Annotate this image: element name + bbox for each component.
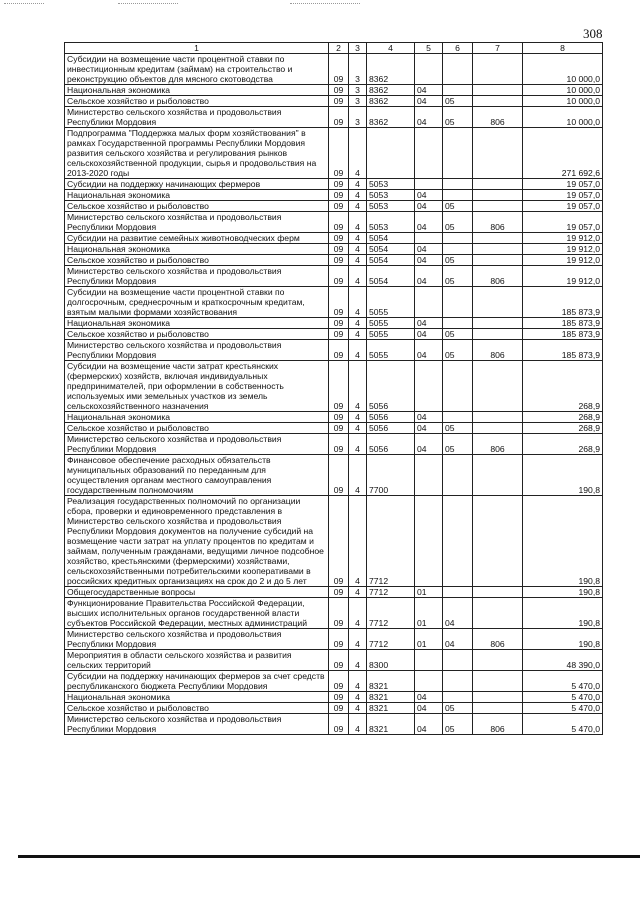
division-code-cell	[415, 361, 443, 412]
subsection-code-cell: 4	[349, 179, 367, 190]
ministry-code-cell: 806	[473, 340, 523, 361]
subsection-code-cell: 4	[349, 423, 367, 434]
division-code-cell	[415, 179, 443, 190]
target-code-cell: 8321	[367, 714, 415, 735]
subdivision-code-cell: 05	[443, 255, 473, 266]
target-code-cell: 8362	[367, 85, 415, 96]
amount-cell: 5 470,0	[523, 671, 603, 692]
item-name-cell: Субсидии на возмещение части процентной ставки по инвестиционным кредитам (займам) на строительство и реконструкцию объектов для мясного скотоводства	[65, 54, 329, 85]
amount-cell: 19 057,0	[523, 190, 603, 201]
item-name-cell: Министерство сельского хозяйства и продовольствия Республики Мордовия	[65, 340, 329, 361]
table-row	[65, 412, 603, 423]
subdivision-code-cell: 04	[443, 598, 473, 629]
target-code-cell: 5056	[367, 434, 415, 455]
table-row	[65, 340, 603, 361]
column-header: 6	[443, 43, 473, 54]
subsection-code-cell: 4	[349, 703, 367, 714]
target-code-cell: 7712	[367, 629, 415, 650]
ministry-code-cell	[473, 287, 523, 318]
table-row	[65, 361, 603, 412]
table-row	[65, 587, 603, 598]
section-code-cell: 09	[329, 128, 349, 179]
ministry-code-cell	[473, 650, 523, 671]
table-body	[65, 54, 603, 735]
amount-cell: 5 470,0	[523, 714, 603, 735]
table-row	[65, 107, 603, 128]
item-name-cell: Финансовое обеспечение расходных обязательств муниципальных образований по переданным для осуществления органам местного самоуправления государственным полномочиям	[65, 455, 329, 496]
item-name-cell: Министерство сельского хозяйства и продовольствия Республики Мордовия	[65, 629, 329, 650]
subdivision-code-cell: 05	[443, 714, 473, 735]
section-code-cell: 09	[329, 340, 349, 361]
subdivision-code-cell: 05	[443, 96, 473, 107]
division-code-cell	[415, 128, 443, 179]
section-code-cell: 09	[329, 96, 349, 107]
amount-cell: 19 057,0	[523, 179, 603, 190]
section-code-cell: 09	[329, 255, 349, 266]
subdivision-code-cell: 05	[443, 329, 473, 340]
target-code-cell: 5053	[367, 212, 415, 233]
amount-cell: 271 692,6	[523, 128, 603, 179]
subdivision-code-cell	[443, 587, 473, 598]
ministry-code-cell	[473, 96, 523, 107]
ministry-code-cell	[473, 423, 523, 434]
table-row	[65, 244, 603, 255]
ministry-code-cell: 806	[473, 266, 523, 287]
subsection-code-cell: 3	[349, 54, 367, 85]
amount-cell: 190,8	[523, 629, 603, 650]
section-code-cell: 09	[329, 496, 349, 587]
amount-cell: 185 873,9	[523, 318, 603, 329]
item-name-cell: Министерство сельского хозяйства и продовольствия Республики Мордовия	[65, 434, 329, 455]
subdivision-code-cell	[443, 650, 473, 671]
ministry-code-cell	[473, 128, 523, 179]
table-row	[65, 434, 603, 455]
target-code-cell: 5055	[367, 318, 415, 329]
subdivision-code-cell	[443, 179, 473, 190]
division-code-cell: 04	[415, 434, 443, 455]
division-code-cell: 04	[415, 85, 443, 96]
subdivision-code-cell: 05	[443, 201, 473, 212]
budget-table	[64, 42, 603, 735]
division-code-cell: 04	[415, 190, 443, 201]
ministry-code-cell	[473, 255, 523, 266]
subsection-code-cell: 4	[349, 671, 367, 692]
subsection-code-cell: 4	[349, 587, 367, 598]
amount-cell: 268,9	[523, 412, 603, 423]
amount-cell: 10 000,0	[523, 107, 603, 128]
amount-cell: 5 470,0	[523, 703, 603, 714]
target-code-cell: 5056	[367, 412, 415, 423]
ministry-code-cell	[473, 329, 523, 340]
amount-cell: 268,9	[523, 361, 603, 412]
item-name-cell: Национальная экономика	[65, 692, 329, 703]
amount-cell: 10 000,0	[523, 54, 603, 85]
division-code-cell	[415, 650, 443, 671]
subdivision-code-cell: 05	[443, 434, 473, 455]
page-number: 308	[583, 26, 603, 41]
section-code-cell: 09	[329, 85, 349, 96]
ministry-code-cell: 806	[473, 629, 523, 650]
subsection-code-cell: 4	[349, 128, 367, 179]
subsection-code-cell: 4	[349, 329, 367, 340]
target-code-cell: 5055	[367, 287, 415, 318]
ministry-code-cell: 806	[473, 212, 523, 233]
division-code-cell: 04	[415, 244, 443, 255]
amount-cell: 190,8	[523, 587, 603, 598]
subsection-code-cell: 4	[349, 714, 367, 735]
item-name-cell: Национальная экономика	[65, 244, 329, 255]
column-header: 1	[65, 43, 329, 54]
section-code-cell: 09	[329, 455, 349, 496]
amount-cell: 10 000,0	[523, 85, 603, 96]
subsection-code-cell: 4	[349, 629, 367, 650]
division-code-cell: 04	[415, 692, 443, 703]
section-code-cell: 09	[329, 329, 349, 340]
ministry-code-cell: 806	[473, 434, 523, 455]
subdivision-code-cell	[443, 54, 473, 85]
ministry-code-cell	[473, 692, 523, 703]
target-code-cell: 8362	[367, 54, 415, 85]
amount-cell: 19 912,0	[523, 233, 603, 244]
subdivision-code-cell	[443, 455, 473, 496]
column-header: 3	[349, 43, 367, 54]
subdivision-code-cell: 05	[443, 266, 473, 287]
ministry-code-cell	[473, 54, 523, 85]
target-code-cell: 7712	[367, 598, 415, 629]
amount-cell: 19 057,0	[523, 201, 603, 212]
division-code-cell	[415, 233, 443, 244]
amount-cell: 190,8	[523, 496, 603, 587]
division-code-cell: 01	[415, 629, 443, 650]
amount-cell: 48 390,0	[523, 650, 603, 671]
amount-cell: 268,9	[523, 423, 603, 434]
target-code-cell	[367, 128, 415, 179]
subdivision-code-cell	[443, 412, 473, 423]
target-code-cell: 8362	[367, 96, 415, 107]
target-code-cell: 5055	[367, 329, 415, 340]
amount-cell: 190,8	[523, 598, 603, 629]
table-row	[65, 714, 603, 735]
table-row	[65, 255, 603, 266]
target-code-cell: 8321	[367, 671, 415, 692]
table-row	[65, 266, 603, 287]
table-row	[65, 692, 603, 703]
table-row	[65, 287, 603, 318]
column-header: 4	[367, 43, 415, 54]
ministry-code-cell	[473, 361, 523, 412]
subsection-code-cell: 3	[349, 107, 367, 128]
subdivision-code-cell	[443, 190, 473, 201]
target-code-cell: 8321	[367, 703, 415, 714]
subsection-code-cell: 3	[349, 85, 367, 96]
subsection-code-cell: 4	[349, 692, 367, 703]
subsection-code-cell: 4	[349, 266, 367, 287]
column-header: 2	[329, 43, 349, 54]
division-code-cell: 04	[415, 329, 443, 340]
item-name-cell: Субсидии на возмещение части процентной ставки по долгосрочным, среднесрочным и краткосрочным кредитам, взятым малыми формами хозяйствования	[65, 287, 329, 318]
table-row	[65, 179, 603, 190]
amount-cell: 19 912,0	[523, 244, 603, 255]
section-code-cell: 09	[329, 692, 349, 703]
ministry-code-cell	[473, 671, 523, 692]
item-name-cell: Сельское хозяйство и рыболовство	[65, 423, 329, 434]
item-name-cell: Субсидии на поддержку начинающих фермеров за счет средств республиканского бюджета Республики Мордовия	[65, 671, 329, 692]
target-code-cell: 5055	[367, 340, 415, 361]
subsection-code-cell: 4	[349, 650, 367, 671]
division-code-cell: 04	[415, 212, 443, 233]
section-code-cell: 09	[329, 412, 349, 423]
section-code-cell: 09	[329, 244, 349, 255]
division-code-cell: 04	[415, 266, 443, 287]
target-code-cell: 5053	[367, 179, 415, 190]
subsection-code-cell: 3	[349, 96, 367, 107]
table-row	[65, 190, 603, 201]
subsection-code-cell: 4	[349, 318, 367, 329]
table-row	[65, 423, 603, 434]
subsection-code-cell: 4	[349, 212, 367, 233]
subsection-code-cell: 4	[349, 287, 367, 318]
amount-cell: 19 912,0	[523, 255, 603, 266]
target-code-cell: 5056	[367, 361, 415, 412]
scan-artifact-line	[290, 3, 360, 4]
section-code-cell: 09	[329, 54, 349, 85]
subdivision-code-cell	[443, 496, 473, 587]
section-code-cell: 09	[329, 318, 349, 329]
scan-artifact-line	[4, 3, 44, 4]
table-row	[65, 54, 603, 85]
table-row	[65, 233, 603, 244]
subsection-code-cell: 4	[349, 233, 367, 244]
table-header-row	[65, 43, 603, 54]
target-code-cell: 5053	[367, 190, 415, 201]
subsection-code-cell: 4	[349, 361, 367, 412]
ministry-code-cell	[473, 496, 523, 587]
subdivision-code-cell	[443, 361, 473, 412]
subdivision-code-cell: 05	[443, 340, 473, 361]
division-code-cell: 04	[415, 318, 443, 329]
ministry-code-cell	[473, 244, 523, 255]
table-row	[65, 329, 603, 340]
item-name-cell: Сельское хозяйство и рыболовство	[65, 329, 329, 340]
subsection-code-cell: 4	[349, 201, 367, 212]
target-code-cell: 7712	[367, 587, 415, 598]
subsection-code-cell: 4	[349, 340, 367, 361]
column-header: 8	[523, 43, 603, 54]
table-row	[65, 629, 603, 650]
item-name-cell: Мероприятия в области сельского хозяйства и развития сельских территорий	[65, 650, 329, 671]
section-code-cell: 09	[329, 107, 349, 128]
section-code-cell: 09	[329, 179, 349, 190]
section-code-cell: 09	[329, 650, 349, 671]
subdivision-code-cell	[443, 287, 473, 318]
ministry-code-cell: 806	[473, 714, 523, 735]
item-name-cell: Субсидии на поддержку начинающих фермеров	[65, 179, 329, 190]
target-code-cell: 7712	[367, 496, 415, 587]
item-name-cell: Сельское хозяйство и рыболовство	[65, 96, 329, 107]
subsection-code-cell: 4	[349, 255, 367, 266]
division-code-cell	[415, 54, 443, 85]
amount-cell: 19 912,0	[523, 266, 603, 287]
item-name-cell: Национальная экономика	[65, 318, 329, 329]
table-row	[65, 96, 603, 107]
division-code-cell: 04	[415, 703, 443, 714]
section-code-cell: 09	[329, 233, 349, 244]
division-code-cell: 04	[415, 714, 443, 735]
subdivision-code-cell: 05	[443, 212, 473, 233]
table-row	[65, 128, 603, 179]
amount-cell: 185 873,9	[523, 329, 603, 340]
target-code-cell: 5054	[367, 233, 415, 244]
section-code-cell: 09	[329, 423, 349, 434]
subsection-code-cell: 4	[349, 190, 367, 201]
division-code-cell: 04	[415, 423, 443, 434]
section-code-cell: 09	[329, 598, 349, 629]
subdivision-code-cell: 05	[443, 423, 473, 434]
section-code-cell: 09	[329, 714, 349, 735]
target-code-cell: 5054	[367, 244, 415, 255]
ministry-code-cell: 806	[473, 107, 523, 128]
subsection-code-cell: 4	[349, 598, 367, 629]
section-code-cell: 09	[329, 587, 349, 598]
table-row	[65, 496, 603, 587]
subdivision-code-cell: 05	[443, 703, 473, 714]
column-header: 7	[473, 43, 523, 54]
scan-artifact-line	[118, 3, 178, 4]
ministry-code-cell	[473, 179, 523, 190]
subdivision-code-cell	[443, 128, 473, 179]
item-name-cell: Национальная экономика	[65, 190, 329, 201]
target-code-cell: 8300	[367, 650, 415, 671]
item-name-cell: Министерство сельского хозяйства и продовольствия Республики Мордовия	[65, 212, 329, 233]
ministry-code-cell	[473, 412, 523, 423]
subdivision-code-cell: 04	[443, 629, 473, 650]
item-name-cell: Субсидии на возмещение части затрат крестьянских (фермерских) хозяйств, включая индивидуальных предпринимателей, при оформлении в собственность используемых ими земельных участков из земель сельскохозяйственного назначения	[65, 361, 329, 412]
subsection-code-cell: 4	[349, 412, 367, 423]
target-code-cell: 5054	[367, 255, 415, 266]
ministry-code-cell	[473, 318, 523, 329]
section-code-cell: 09	[329, 629, 349, 650]
target-code-cell: 8362	[367, 107, 415, 128]
item-name-cell: Министерство сельского хозяйства и продовольствия Республики Мордовия	[65, 714, 329, 735]
target-code-cell: 8321	[367, 692, 415, 703]
amount-cell: 185 873,9	[523, 287, 603, 318]
section-code-cell: 09	[329, 671, 349, 692]
item-name-cell: Министерство сельского хозяйства и продовольствия Республики Мордовия	[65, 107, 329, 128]
item-name-cell: Реализация государственных полномочий по организации сбора, проверки и единовременного представления в Министерство сельского хозяйства и продовольствия Республики Мордовия документов на получение субсидий на возмещение части затрат на уплату процентов по кредитам и займам, полученным гражданами, ведущими личное подсобное хозяйство, крестьянскими (фермерскими) хозяйствами, сельскохозяйственными потребительскими кооперативами в российских кредитных организациях на срок до 2 и до 5 лет	[65, 496, 329, 587]
subdivision-code-cell	[443, 318, 473, 329]
item-name-cell: Подпрограмма "Поддержка малых форм хозяйствования" в рамках Государственной программы Республики Мордовия развития сельского хозяйства и регулирования рынков сельскохозяйственной продукции, сырья и продовольствия на 2013-2020 годы	[65, 128, 329, 179]
table-row	[65, 201, 603, 212]
ministry-code-cell	[473, 455, 523, 496]
item-name-cell: Национальная экономика	[65, 412, 329, 423]
division-code-cell: 04	[415, 107, 443, 128]
amount-cell: 19 057,0	[523, 212, 603, 233]
division-code-cell: 04	[415, 412, 443, 423]
division-code-cell: 01	[415, 598, 443, 629]
item-name-cell: Министерство сельского хозяйства и продовольствия Республики Мордовия	[65, 266, 329, 287]
table-row	[65, 703, 603, 714]
amount-cell: 5 470,0	[523, 692, 603, 703]
table-row	[65, 671, 603, 692]
target-code-cell: 5053	[367, 201, 415, 212]
amount-cell: 268,9	[523, 434, 603, 455]
ministry-code-cell	[473, 190, 523, 201]
target-code-cell: 5056	[367, 423, 415, 434]
ministry-code-cell	[473, 233, 523, 244]
table-row	[65, 85, 603, 96]
subdivision-code-cell	[443, 85, 473, 96]
division-code-cell: 04	[415, 96, 443, 107]
section-code-cell: 09	[329, 287, 349, 318]
item-name-cell: Функционирование Правительства Российской Федерации, высших исполнительных органов государственной власти субъектов Российской Федерации, местных администраций	[65, 598, 329, 629]
section-code-cell: 09	[329, 190, 349, 201]
division-code-cell	[415, 496, 443, 587]
section-code-cell: 09	[329, 266, 349, 287]
subsection-code-cell: 4	[349, 244, 367, 255]
table-row	[65, 650, 603, 671]
division-code-cell	[415, 287, 443, 318]
column-header: 5	[415, 43, 443, 54]
item-name-cell: Общегосударственные вопросы	[65, 587, 329, 598]
division-code-cell	[415, 671, 443, 692]
section-code-cell: 09	[329, 212, 349, 233]
ministry-code-cell	[473, 587, 523, 598]
subdivision-code-cell	[443, 233, 473, 244]
item-name-cell: Сельское хозяйство и рыболовство	[65, 703, 329, 714]
subsection-code-cell: 4	[349, 496, 367, 587]
item-name-cell: Сельское хозяйство и рыболовство	[65, 255, 329, 266]
subdivision-code-cell	[443, 244, 473, 255]
section-code-cell: 09	[329, 201, 349, 212]
section-code-cell: 09	[329, 703, 349, 714]
subdivision-code-cell	[443, 671, 473, 692]
amount-cell: 10 000,0	[523, 96, 603, 107]
section-code-cell: 09	[329, 361, 349, 412]
table-row	[65, 455, 603, 496]
amount-cell: 185 873,9	[523, 340, 603, 361]
division-code-cell: 04	[415, 340, 443, 361]
section-code-cell: 09	[329, 434, 349, 455]
item-name-cell: Национальная экономика	[65, 85, 329, 96]
ministry-code-cell	[473, 703, 523, 714]
table-row	[65, 212, 603, 233]
target-code-cell: 5054	[367, 266, 415, 287]
subsection-code-cell: 4	[349, 434, 367, 455]
subsection-code-cell: 4	[349, 455, 367, 496]
division-code-cell	[415, 455, 443, 496]
division-code-cell: 01	[415, 587, 443, 598]
amount-cell: 190,8	[523, 455, 603, 496]
table-row	[65, 318, 603, 329]
table-row	[65, 598, 603, 629]
subdivision-code-cell	[443, 692, 473, 703]
ministry-code-cell	[473, 85, 523, 96]
item-name-cell: Субсидии на развитие семейных животноводческих ферм	[65, 233, 329, 244]
subdivision-code-cell: 05	[443, 107, 473, 128]
division-code-cell: 04	[415, 255, 443, 266]
division-code-cell: 04	[415, 201, 443, 212]
target-code-cell: 7700	[367, 455, 415, 496]
page-bottom-rule	[18, 855, 640, 858]
ministry-code-cell	[473, 598, 523, 629]
ministry-code-cell	[473, 201, 523, 212]
item-name-cell: Сельское хозяйство и рыболовство	[65, 201, 329, 212]
